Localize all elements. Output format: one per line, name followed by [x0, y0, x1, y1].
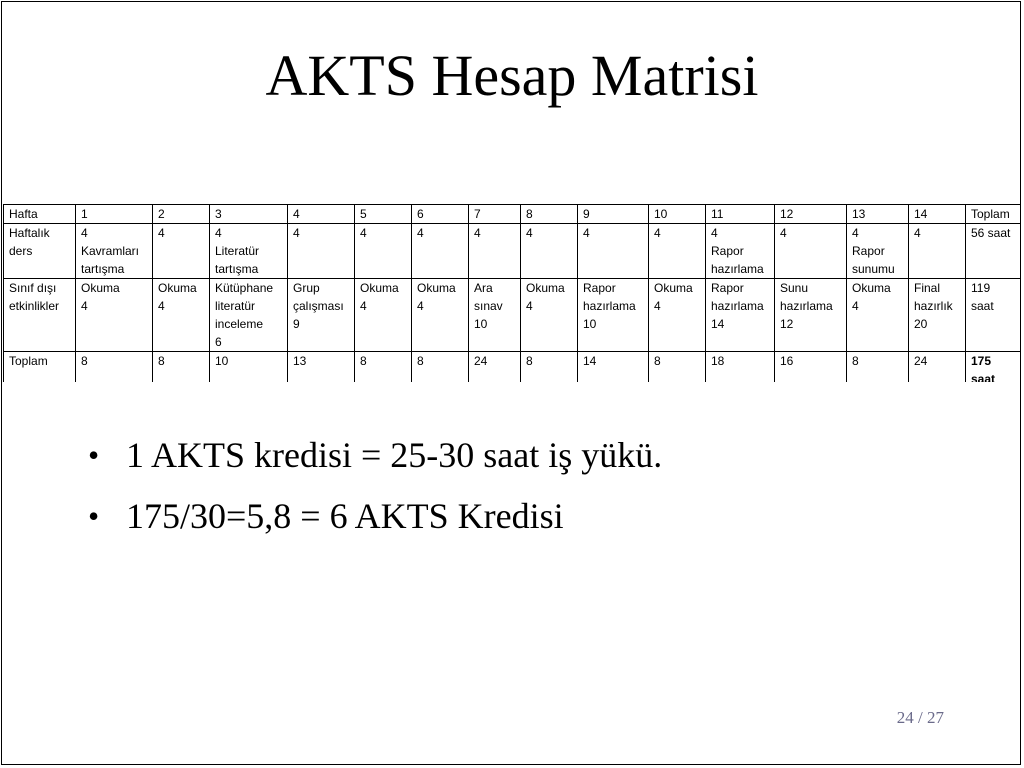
table-cell: Okuma 4 — [153, 279, 210, 352]
table-cell: 24 — [909, 352, 966, 383]
table-cell: 13 — [847, 205, 909, 224]
slide-frame — [1, 1, 1021, 765]
table-cell: 119 saat — [966, 279, 1022, 352]
table-cell: Okuma 4 — [521, 279, 578, 352]
table-cell: Hafta — [4, 205, 76, 224]
table-cell: Toplam — [966, 205, 1022, 224]
table-cell: 6 — [412, 205, 469, 224]
table-cell: 12 — [775, 205, 847, 224]
table-cell: 7 — [469, 205, 521, 224]
table-cell: 8 — [76, 352, 153, 383]
table-cell: 24 — [469, 352, 521, 383]
slide-title: AKTS Hesap Matrisi — [265, 43, 759, 108]
table-cell: Okuma 4 — [76, 279, 153, 352]
table-cell: 16 — [775, 352, 847, 383]
table-cell: 4 — [153, 224, 210, 279]
table-cell: 4 — [412, 224, 469, 279]
table-cell: 3 — [210, 205, 288, 224]
table-cell: 4 — [469, 224, 521, 279]
bullet-item — [88, 491, 662, 552]
table-cell: 14 — [909, 205, 966, 224]
table-row-sinif-disi-etkinlikler — [4, 279, 1022, 352]
table-cell: 8 — [847, 352, 909, 383]
table-cell: 14 — [578, 352, 649, 383]
table-cell: Final hazırlık 20 — [909, 279, 966, 352]
table-cell: Grup çalışması 9 — [288, 279, 355, 352]
table-cell: Kütüphane literatür inceleme 6 — [210, 279, 288, 352]
table-cell: Okuma 4 — [847, 279, 909, 352]
table-cell: 13 — [288, 352, 355, 383]
table-cell: 10 — [649, 205, 706, 224]
bullet-text: 1 AKTS kredisi = 25-30 saat iş yükü. — [126, 435, 663, 475]
akts-matrix-table — [3, 204, 1021, 382]
table-cell-grand-total: 175 saat — [966, 352, 1022, 383]
bullet-text: 175/30=5,8 = 6 AKTS Kredisi — [126, 496, 564, 536]
table-cell: Sunu hazırlama 12 — [775, 279, 847, 352]
table-cell: 8 — [355, 352, 412, 383]
table-cell: 4 Rapor hazırlama — [706, 224, 775, 279]
table-cell: 8 — [153, 352, 210, 383]
table-cell: 10 — [210, 352, 288, 383]
table-cell: 4 — [775, 224, 847, 279]
table-cell: Rapor hazırlama 10 — [578, 279, 649, 352]
table-cell: Haftalık ders — [4, 224, 76, 279]
table-cell: 8 — [412, 352, 469, 383]
bullet-icon: • — [88, 437, 100, 473]
table-cell: 4 Literatür tartışma — [210, 224, 288, 279]
table-cell: Sınıf dışı etkinlikler — [4, 279, 76, 352]
table-cell: 56 saat — [966, 224, 1022, 279]
page-total: / 27 — [918, 708, 944, 727]
table-cell: Okuma 4 — [355, 279, 412, 352]
table-cell: Ara sınav 10 — [469, 279, 521, 352]
table-row-toplam — [4, 352, 1022, 383]
table-cell: 9 — [578, 205, 649, 224]
table-cell: 4 Rapor sunumu — [847, 224, 909, 279]
table-cell: 11 — [706, 205, 775, 224]
table-cell: 8 — [521, 352, 578, 383]
table-cell: 4 — [355, 224, 412, 279]
table-cell: Okuma 4 — [412, 279, 469, 352]
table-cell: 1 — [76, 205, 153, 224]
page-indicator — [897, 708, 944, 728]
table-cell: 2 — [153, 205, 210, 224]
table-cell: 4 — [909, 224, 966, 279]
bullet-list — [88, 430, 662, 552]
table-cell: 8 — [649, 352, 706, 383]
table-cell: 4 — [288, 224, 355, 279]
page-number: 24 — [896, 708, 914, 727]
table-cell: 8 — [521, 205, 578, 224]
table-cell: 4 Kavramları tartışma — [76, 224, 153, 279]
table-cell: 4 — [288, 205, 355, 224]
table-cell: 4 — [521, 224, 578, 279]
table-row-haftalik-ders — [4, 224, 1022, 279]
bullet-icon: • — [88, 498, 100, 534]
table-cell: 4 — [649, 224, 706, 279]
table-cell: Toplam — [4, 352, 76, 383]
bullet-item — [88, 430, 662, 491]
table-cell: 5 — [355, 205, 412, 224]
table-cell: 18 — [706, 352, 775, 383]
akts-table-container — [3, 204, 1021, 382]
table-cell: Rapor hazırlama 14 — [706, 279, 775, 352]
table-cell: Okuma 4 — [649, 279, 706, 352]
table-cell: 4 — [578, 224, 649, 279]
table-row-hafta — [4, 205, 1022, 224]
